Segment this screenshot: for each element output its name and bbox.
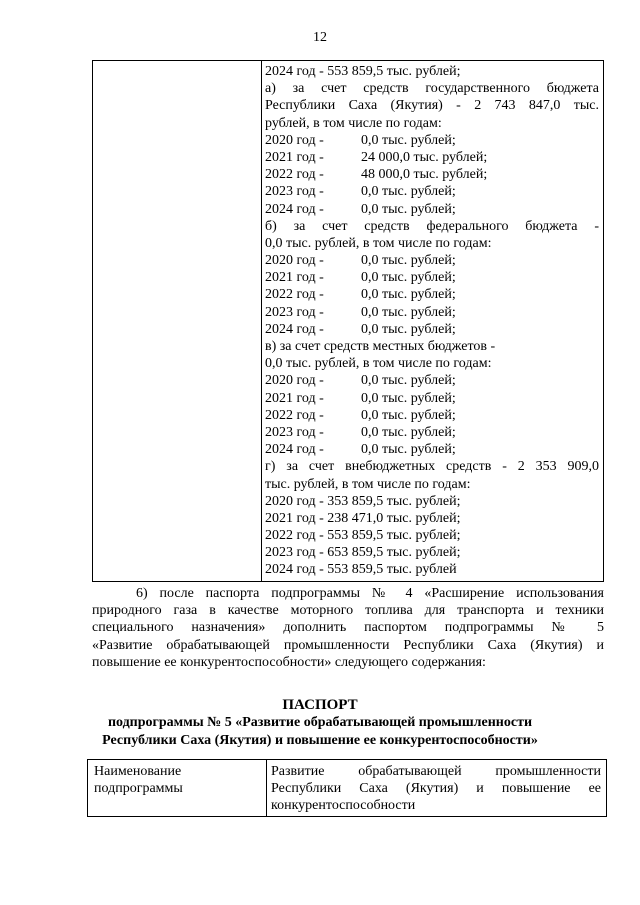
amount-value: 0,0 тыс. рублей; (361, 304, 456, 320)
funding-line: Республики Саха (Якутия) - 2 743 847,0 тыс. (265, 98, 599, 114)
year-label: 2020 год - (265, 253, 324, 269)
year-label: 2021 год - (265, 270, 324, 286)
year-amount-row (265, 149, 599, 166)
passport-subtitle-line: подпрограммы № 5 «Развитие обрабатывающей промышленности (107, 715, 533, 730)
amount-value: 0,0 тыс. рублей; (361, 132, 456, 148)
year-label: 2022 год - (265, 167, 324, 183)
year-label: 2024 год - (265, 442, 324, 458)
year-amount-row (265, 304, 599, 321)
table-column-divider (266, 760, 267, 816)
year-amount-row (265, 286, 599, 303)
amount-value: 0,0 тыс. рублей; (361, 184, 456, 200)
amount-value: 0,0 тыс. рублей; (361, 253, 456, 269)
table-column-divider (261, 61, 262, 581)
funding-table (92, 60, 604, 582)
year-amount-row (265, 390, 599, 407)
passport-title: ПАСПОРТ (282, 697, 358, 713)
amount-value: 48 000,0 тыс. рублей; (361, 167, 488, 183)
amount-value: 0,0 тыс. рублей; (361, 287, 456, 303)
amount-value: 0,0 тыс. рублей; (361, 442, 456, 458)
field-name-line: Наименование (94, 764, 182, 779)
passport-field-value-cell (271, 763, 601, 815)
year-label: 2021 год - (265, 390, 324, 406)
year-amount-row: 2020 год - 353 859,5 тыс. рублей; (265, 493, 461, 509)
funding-line: тыс. рублей, в том числе по годам: (265, 476, 471, 492)
passport-table (87, 759, 607, 817)
year-amount-row (265, 201, 599, 218)
passport-subtitle-line: Республики Саха (Якутия) и повышение ее конкурентоспособности» (102, 733, 538, 748)
field-name-line: подпрограммы (94, 781, 183, 797)
funding-line: б) за счет средств федерального бюджета - (265, 218, 599, 234)
paragraph-line: 6) после паспорта подпрограммы № 4 «Расширение использования (136, 586, 604, 601)
funding-line: г) за счет внебюджетных средств - 2 353 909,0 (265, 459, 599, 475)
year-amount-row (265, 132, 599, 149)
paragraph-line: природного газа в качестве моторного топлива для транспорта и техники (92, 603, 604, 619)
amount-value: 0,0 тыс. рублей; (361, 270, 456, 286)
funding-line: 2024 год - 553 859,5 тыс. рублей; (265, 64, 461, 79)
year-amount-row (265, 424, 599, 441)
year-amount-row (265, 252, 599, 269)
year-amount-row: 2024 год - 553 859,5 тыс. рублей (265, 562, 457, 578)
year-amount-row (265, 166, 599, 183)
year-label: 2022 год - (265, 407, 324, 423)
year-label: 2020 год - (265, 132, 324, 148)
amendment-paragraph (92, 585, 604, 671)
passport-field-name-cell (94, 763, 262, 797)
year-label: 2022 год - (265, 287, 324, 303)
amount-value: 0,0 тыс. рублей; (361, 390, 456, 406)
paragraph-line: «Развитие обрабатывающей промышленности Республики Саха (Якутия) и (92, 637, 604, 653)
funding-line: а) за счет средств государственного бюджета (265, 81, 599, 97)
year-amount-row (265, 441, 599, 458)
year-label: 2021 год - (265, 149, 324, 165)
amount-value: 24 000,0 тыс. рублей; (361, 149, 488, 165)
funding-line: 0,0 тыс. рублей, в том числе по годам: (265, 356, 492, 372)
funding-table-right-cell (265, 63, 599, 579)
year-amount-row (265, 407, 599, 424)
amount-value: 0,0 тыс. рублей; (361, 373, 456, 389)
funding-line: 0,0 тыс. рублей, в том числе по годам: (265, 235, 492, 251)
year-label: 2024 год - (265, 321, 324, 337)
year-amount-row: 2021 год - 238 471,0 тыс. рублей; (265, 510, 461, 526)
year-amount-row (265, 321, 599, 338)
amount-value: 0,0 тыс. рублей; (361, 201, 456, 217)
year-label: 2020 год - (265, 373, 324, 389)
year-amount-row: 2023 год - 653 859,5 тыс. рублей; (265, 545, 461, 561)
funding-line: рублей, в том числе по годам: (265, 115, 442, 131)
paragraph-line: специального назначения» дополнить паспортом подпрограммы № 5 (92, 620, 604, 636)
year-amount-row (265, 269, 599, 286)
page-number: 12 (313, 30, 327, 45)
amount-value: 0,0 тыс. рублей; (361, 321, 456, 337)
paragraph-line: повышение ее конкурентоспособности» следующего содержания: (92, 654, 486, 670)
year-amount-row (265, 183, 599, 200)
year-label: 2023 год - (265, 424, 324, 440)
amount-value: 0,0 тыс. рублей; (361, 424, 456, 440)
year-amount-row (265, 372, 599, 389)
passport-subtitle (0, 714, 640, 750)
year-label: 2023 год - (265, 184, 324, 200)
field-value-line: конкурентоспособности (271, 798, 416, 814)
field-value-line: Республики Саха (Якутия) и повышение ее (271, 781, 601, 797)
year-label: 2023 год - (265, 304, 324, 320)
field-value-line: Развитие обрабатывающей промышленности (271, 764, 601, 779)
amount-value: 0,0 тыс. рублей; (361, 407, 456, 423)
year-amount-row: 2022 год - 553 859,5 тыс. рублей; (265, 528, 461, 544)
year-label: 2024 год - (265, 201, 324, 217)
funding-line: в) за счет средств местных бюджетов - (265, 339, 496, 354)
